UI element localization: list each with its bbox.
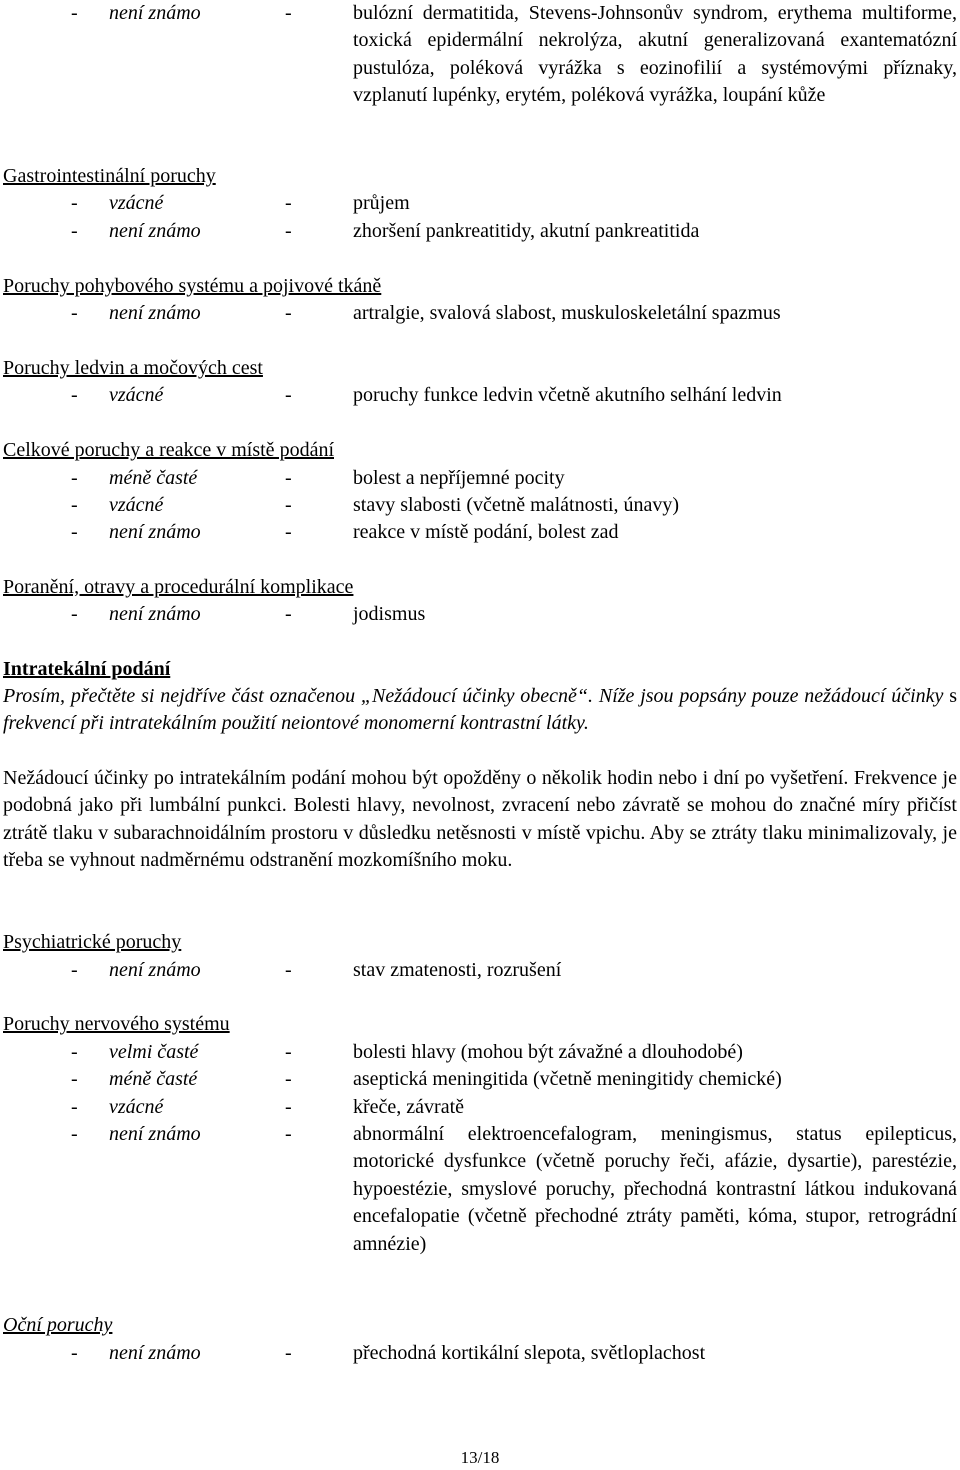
dash: - bbox=[285, 220, 292, 242]
dash: - bbox=[71, 959, 78, 981]
general-row-rare bbox=[3, 492, 957, 518]
effect-text: zhoršení pankreatitidy, akutní pankreatitida bbox=[353, 220, 700, 242]
musculo-row-not-known bbox=[3, 300, 957, 326]
dash: - bbox=[285, 2, 292, 24]
section-heading-eye: Oční poruchy bbox=[3, 1314, 113, 1336]
dash: - bbox=[71, 220, 78, 242]
intrathecal-paragraph: Nežádoucí účinky po intratekálním podání mohou být opožděny o několik hodin nebo i dní po vyšetření. Frekvence je podobná jako při lumbální punkci. Bolesti hlavy, nevolnost, zvracení nebo závratě se mohou do značné míry přičíst ztrátě tlaku v subarachnoidálním prostoru v důsledku netěsnosti v místě vpichu. Aby se ztráty tlaku minimalizovaly, je třeba se vyhnout nadměrnému odstranění mozkomíšního moku. bbox=[3, 767, 957, 872]
skin-effects-text: bulózní dermatitida, Stevens-Johnsonův syndrom, erythema multiforme, toxická epidermální nekrolýza, akutní generalizovaná exantematózní pustulóza, poléková vyrážka s eozinofilií a systémovými příznaky, vzplanutí lupénky, erytém, poléková vyrážka, loupání kůže bbox=[353, 2, 957, 107]
nervous-row-uncommon bbox=[3, 1066, 957, 1092]
frequency-label: není známo bbox=[109, 220, 201, 242]
intro-s: s bbox=[949, 685, 957, 707]
dash: - bbox=[285, 384, 292, 406]
frequency-label: vzácné bbox=[109, 494, 164, 516]
dash: - bbox=[71, 1123, 78, 1145]
section-heading-general: Celkové poruchy a reakce v místě podání bbox=[3, 439, 334, 461]
gi-row-not-known bbox=[3, 218, 957, 244]
dash: - bbox=[71, 1096, 78, 1118]
effect-text: aseptická meningitida (včetně meningitidy chemické) bbox=[353, 1068, 782, 1090]
section-heading-renal: Poruchy ledvin a močových cest bbox=[3, 357, 263, 379]
renal-row-rare bbox=[3, 382, 957, 408]
effect-text: poruchy funkce ledvin včetně akutního selhání ledvin bbox=[353, 384, 782, 406]
section-heading-psychiatric: Psychiatrické poruchy bbox=[3, 931, 182, 953]
dash: - bbox=[71, 1041, 78, 1063]
effect-text: stav zmatenosti, rozrušení bbox=[353, 959, 562, 981]
gi-row-rare bbox=[3, 190, 957, 216]
effect-text: jodismus bbox=[353, 603, 426, 625]
dash: - bbox=[71, 494, 78, 516]
dash: - bbox=[71, 467, 78, 489]
general-row-not-known bbox=[3, 519, 957, 545]
dash: - bbox=[285, 1041, 292, 1063]
dash: - bbox=[71, 603, 78, 625]
effect-text: bolesti hlavy (mohou být závažné a dlouhodobé) bbox=[353, 1041, 743, 1063]
nervous-row-rare bbox=[3, 1094, 957, 1120]
dash: - bbox=[285, 467, 292, 489]
dash: - bbox=[71, 384, 78, 406]
general-row-uncommon bbox=[3, 465, 957, 491]
frequency-label: vzácné bbox=[109, 384, 164, 406]
dash: - bbox=[285, 1096, 292, 1118]
frequency-label: velmi časté bbox=[109, 1041, 199, 1063]
dash: - bbox=[71, 1342, 78, 1364]
dash: - bbox=[71, 192, 78, 214]
frequency-label: méně časté bbox=[109, 1068, 198, 1090]
eye-row-not-known bbox=[3, 1340, 957, 1366]
dash: - bbox=[71, 2, 78, 24]
dash: - bbox=[71, 521, 78, 543]
psych-row-not-known bbox=[3, 957, 957, 983]
dash: - bbox=[285, 494, 292, 516]
section-heading-intrathecal: Intratekální podání bbox=[3, 658, 171, 680]
dash: - bbox=[285, 1068, 292, 1090]
intro-part-2: frekvencí při intratekálním použití neiontové monomerní kontrastní látky. bbox=[3, 712, 589, 735]
intro-part-1: Prosím, přečtěte si nejdříve část označenou „Nežádoucí účinky obecně“. Níže jsou popsány pouze nežádoucí účinky bbox=[3, 685, 950, 707]
frequency-label: není známo bbox=[109, 302, 201, 324]
injury-row-not-known bbox=[3, 601, 957, 627]
section-heading-nervous: Poruchy nervového systému bbox=[3, 1013, 230, 1035]
frequency-label: není známo bbox=[109, 959, 201, 981]
nervous-not-known-effects-text: abnormální elektroencefalogram, meningismus, status epilepticus, motorické dysfunkce (včetně poruchy řeči, afázie, dysartie), parestézie, hypoestézie, smyslové poruchy, přechodná kontrastní látkou indukovaná encefalopatie (včetně přechodné ztráty paměti, kóma, stupor, retrográdní amnézie) bbox=[353, 1123, 957, 1255]
frequency-label: není známo bbox=[109, 521, 201, 543]
section-heading-gastrointestinal: Gastrointestinální poruchy bbox=[3, 165, 216, 187]
nervous-row-very-common bbox=[3, 1039, 957, 1065]
section-heading-injury: Poranění, otravy a procedurální komplikace bbox=[3, 576, 354, 598]
effect-text: stavy slabosti (včetně malátnosti, únavy) bbox=[353, 494, 680, 516]
dash: - bbox=[285, 1342, 292, 1364]
intrathecal-intro bbox=[3, 683, 957, 738]
effect-text: reakce v místě podání, bolest zad bbox=[353, 521, 619, 543]
dash: - bbox=[71, 1068, 78, 1090]
frequency-label: není známo bbox=[109, 2, 201, 24]
effect-text: přechodná kortikální slepota, světloplachost bbox=[353, 1342, 706, 1364]
dash: - bbox=[285, 1123, 292, 1145]
frequency-label: není známo bbox=[109, 603, 201, 625]
section-heading-musculoskeletal: Poruchy pohybového systému a pojivové tkáně bbox=[3, 275, 382, 297]
frequency-label: méně časté bbox=[109, 467, 198, 489]
frequency-label: vzácné bbox=[109, 192, 164, 214]
effect-text: křeče, závratě bbox=[353, 1096, 465, 1118]
dash: - bbox=[285, 603, 292, 625]
page-number: 13/18 bbox=[460, 1448, 500, 1467]
frequency-label: vzácné bbox=[109, 1096, 164, 1118]
dash: - bbox=[285, 959, 292, 981]
frequency-label: není známo bbox=[109, 1123, 201, 1145]
dash: - bbox=[285, 192, 292, 214]
effect-text: artralgie, svalová slabost, muskuloskeletální spazmus bbox=[353, 302, 781, 324]
dash: - bbox=[71, 302, 78, 324]
dash: - bbox=[285, 302, 292, 324]
frequency-label: není známo bbox=[109, 1342, 201, 1364]
effect-text: průjem bbox=[353, 192, 410, 214]
dash: - bbox=[285, 521, 292, 543]
effect-text: bolest a nepříjemné pocity bbox=[353, 467, 565, 489]
